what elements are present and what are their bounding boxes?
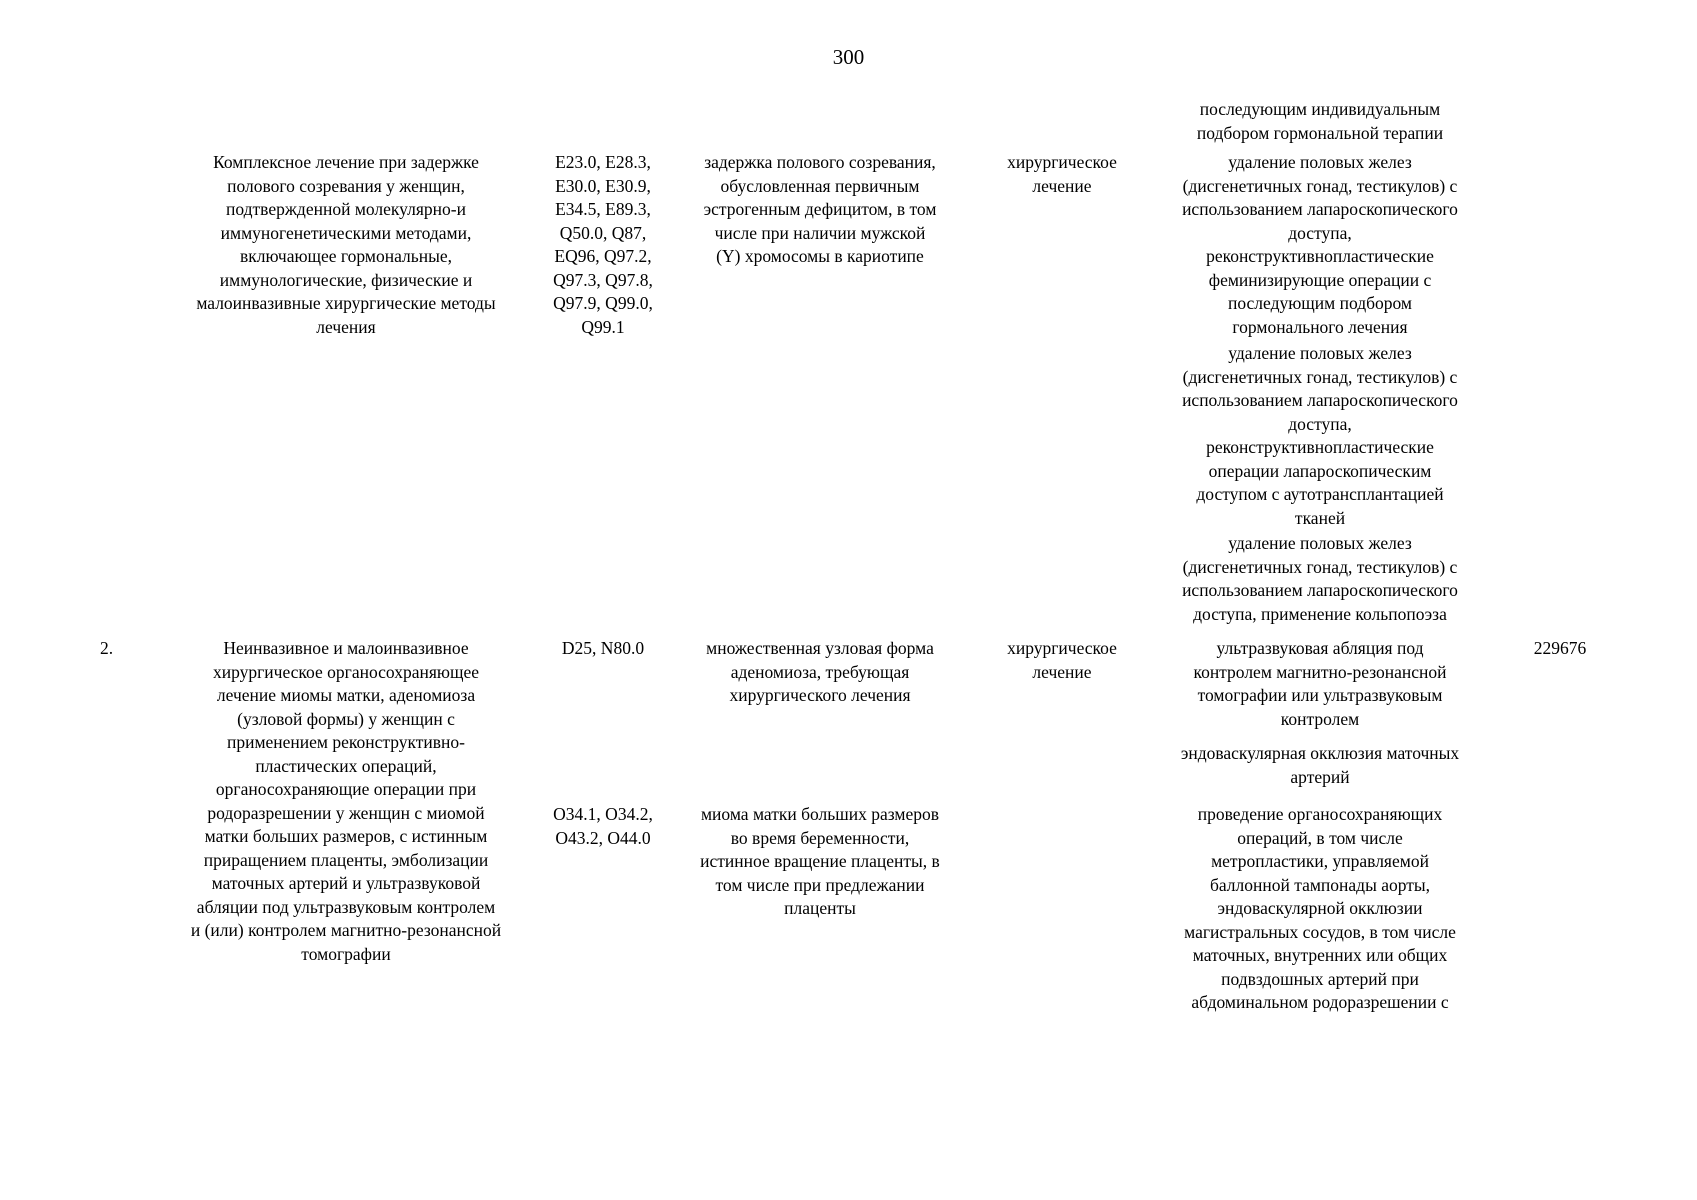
row2-sub1-method-1: ультразвуковая абляция под контролем магнитно-резонансной томографии или ультразвуковым контролем	[1193, 638, 1447, 729]
row2-sub1-method-2: эндоваскулярная окклюзия маточных артерий	[1180, 743, 1460, 787]
row1-name: Комплексное лечение при задержке полового созревания у женщин, подтвержденной молекулярно-и иммуногенетическими методами, включающее гормональные, иммунологические, физические и малоинвазивные хирургические методы лечения	[196, 152, 496, 337]
method-continuation: последующим индивидуальным подбором гормональной терапии	[1196, 99, 1444, 143]
row1-method-2: удаление половых желез (дисгенетичных гонад, тестикулов) с использованием лапароскопического доступа, реконструктивнопластические операции лапароскопическим доступом с аутотрансплантацией тканей	[1182, 343, 1458, 528]
row1-method-1: удаление половых желез (дисгенетичных гонад, тестикулов) с использованием лапароскопического доступа, реконструктивнопластические феминизирующие операции с последующим подбором гормонального лечения	[1182, 152, 1458, 337]
row2-sub2-method-1: проведение органосохраняющих операций, в том числе метропластики, управляемой баллонной тампонады аорты, эндоваскулярной окклюзии магистральных сосудов, в том числе маточных, внутренних или общих подвздошных артерий при абдоминальном родоразрешении с	[1184, 804, 1456, 1012]
row2-cost: 229676	[1533, 638, 1587, 658]
row2-name: Неинвазивное и малоинвазивное хирургическое органосохраняющее лечение миомы матки, аденомиоза (узловой формы) у женщин с применением реконструктивно- пластических операций, органосохраняющие операции при родоразрешении у женщин с миомой матки больших размеров, с истинным приращением плаценты, эмболизации маточных артерий и ультразвуковой абляции под ультразвуковым контролем и (или) контролем магнитно-резонансной томографии	[190, 638, 502, 964]
row1-method-3: удаление половых желез (дисгенетичных гонад, тестикулов) с использованием лапароскопического доступа, применение кольпопоэза	[1182, 533, 1458, 624]
row2-sub1-treatment-type: хирургическое лечение	[1007, 638, 1117, 682]
row1-codes: E23.0, E28.3, E30.0, E30.9, E34.5, E89.3, Q50.0, Q87, EQ96, Q97.2, Q97.3, Q97.8, Q97.9, Q99.0, Q99.1	[553, 152, 653, 337]
row2-number: 2.	[100, 638, 114, 658]
row2-sub1-model: множественная узловая форма аденомиоза, требующая хирургического лечения	[706, 638, 934, 705]
row2-sub1-codes: D25, N80.0	[561, 638, 645, 658]
row1-treatment-type: хирургическое лечение	[1007, 152, 1117, 196]
row1-model: задержка полового созревания, обусловленная первичным эстрогенным дефицитом, в том числе при наличии мужской (Y) хромосомы в кариотипе	[703, 152, 937, 266]
row2-sub2-codes: O34.1, O34.2, O43.2, O44.0	[553, 804, 653, 848]
row2-sub2-model: миома матки больших размеров во время беременности, истинное вращение плаценты, в том числе при предлежании плаценты	[700, 804, 940, 918]
page-number: 300	[832, 45, 865, 69]
